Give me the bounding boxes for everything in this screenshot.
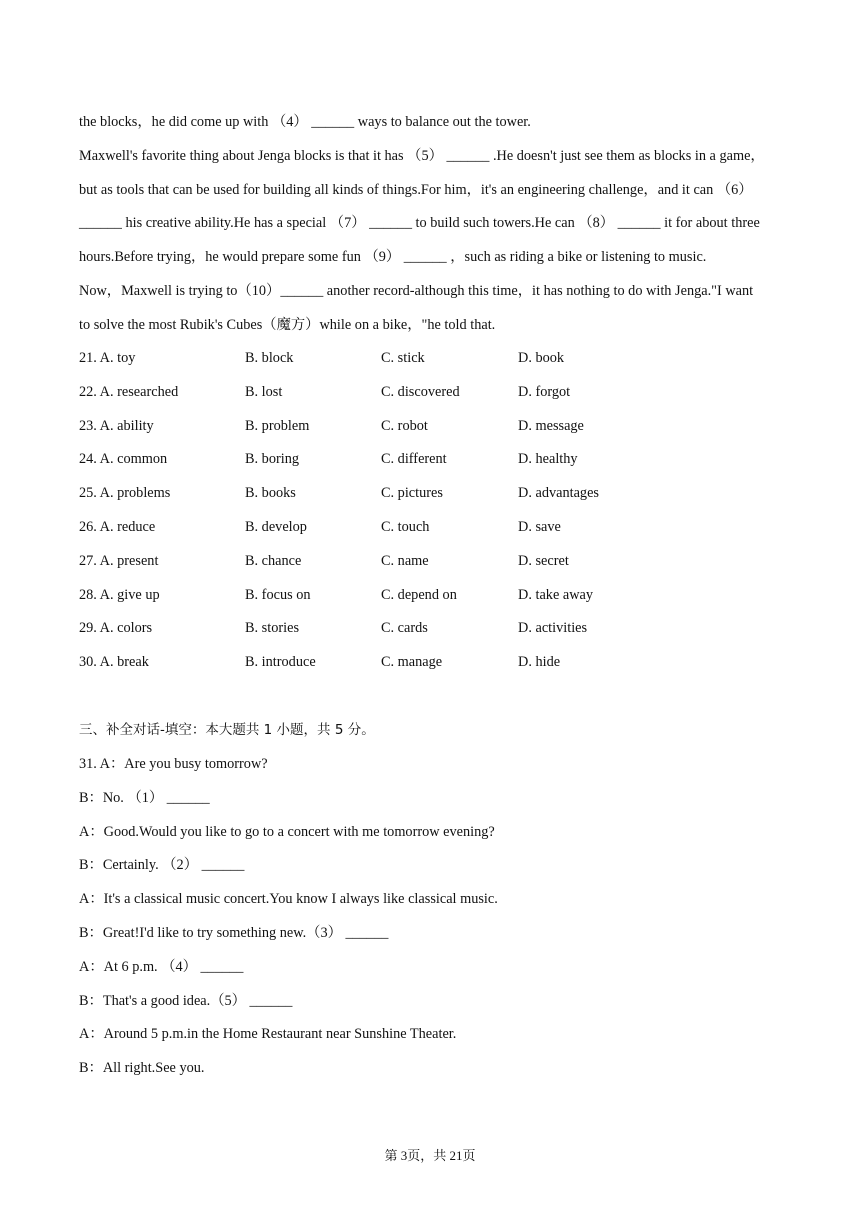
- dialogue-line: 31. A：Are you busy tomorrow?: [79, 756, 268, 772]
- passage-line: Maxwell's favorite thing about Jenga blocks is that it has （5） ______ .He doesn't just see them as blocks in a game，: [79, 147, 765, 164]
- option-a: 29. A. colors: [79, 620, 153, 637]
- question-row-26: [79, 516, 785, 550]
- option-c: C. manage: [381, 654, 443, 671]
- option-a: 30. A. break: [79, 654, 149, 671]
- option-b: B. books: [245, 485, 296, 502]
- question-row-29: [79, 617, 785, 651]
- passage-line: Now，Maxwell is trying to（10）______ another record-although this time，it has nothing to do with Jenga."I want: [79, 282, 754, 299]
- option-b: B. boring: [245, 451, 300, 468]
- dialogue-line: B：No. （1） ______: [79, 789, 210, 806]
- option-d: D. advantages: [518, 485, 599, 502]
- question-row-21: [79, 347, 785, 381]
- option-a: 27. A. present: [79, 552, 159, 569]
- dialogue-line: B：That's a good idea.（5） ______: [79, 992, 293, 1009]
- section-heading: 三、补全对话-填空：本大题共 1 小题，共 5 分。: [79, 722, 375, 738]
- passage-line: ______ his creative ability.He has a special （7） ______ to build such towers.He can （8） ______ it for about three: [79, 215, 760, 232]
- option-d: D. secret: [518, 552, 569, 569]
- dialogue-line: B：All right.See you.: [79, 1060, 205, 1077]
- dialogue-line: A：Good.Would you like to go to a concert with me tomorrow evening?: [79, 823, 495, 840]
- option-c: C. robot: [381, 417, 428, 434]
- option-c: C. discovered: [381, 383, 460, 400]
- dialogue-block: [79, 753, 785, 1091]
- question-row-25: [79, 482, 785, 516]
- cloze-passage: [79, 111, 785, 348]
- option-c: C. pictures: [381, 485, 443, 502]
- option-a: 24. A. common: [79, 451, 168, 468]
- option-c: C. cards: [381, 620, 428, 637]
- option-b: B. introduce: [245, 654, 316, 671]
- option-d: D. take away: [518, 586, 594, 603]
- option-b: B. chance: [245, 552, 302, 569]
- answer-options: [79, 347, 785, 685]
- option-d: D. healthy: [518, 451, 578, 468]
- option-d: D. forgot: [518, 383, 571, 400]
- option-b: B. develop: [245, 518, 307, 535]
- passage-line: hours.Before trying，he would prepare some fun （9） ______ ，such as riding a bike or listening to music.: [79, 249, 707, 266]
- passage-line: but as tools that can be used for building all kinds of things.For him，it's an engineering challenge，and it can （6）: [79, 181, 753, 198]
- option-b: B. block: [245, 350, 294, 366]
- passage-line: the blocks，he did come up with （4） ______ ways to balance out the tower.: [79, 114, 531, 130]
- option-a: 21. A. toy: [79, 350, 136, 366]
- option-b: B. problem: [245, 417, 310, 434]
- question-row-27: [79, 550, 785, 584]
- option-d: D. hide: [518, 654, 561, 671]
- question-row-24: [79, 448, 785, 482]
- question-row-30: [79, 651, 785, 685]
- option-b: B. focus on: [245, 586, 311, 603]
- option-a: 28. A. give up: [79, 586, 160, 603]
- option-d: D. save: [518, 518, 561, 535]
- question-row-23: [79, 415, 785, 449]
- option-c: C. name: [381, 552, 429, 569]
- option-c: C. different: [381, 451, 447, 468]
- option-b: B. lost: [245, 383, 283, 400]
- option-c: C. stick: [381, 350, 425, 366]
- option-d: D. book: [518, 350, 565, 366]
- page-footer: 第 3页，共 21页: [384, 1148, 476, 1163]
- passage-line: to solve the most Rubik's Cubes（魔方）while on a bike，"he told that.: [79, 316, 496, 333]
- option-a: 25. A. problems: [79, 485, 171, 502]
- option-c: C. touch: [381, 518, 430, 535]
- option-a: 22. A. researched: [79, 383, 179, 400]
- dialogue-line: B：Great!I'd like to try something new.（3） ______: [79, 924, 389, 941]
- dialogue-line: A：Around 5 p.m.in the Home Restaurant near Sunshine Theater.: [79, 1026, 457, 1043]
- option-d: D. message: [518, 417, 584, 434]
- question-row-28: [79, 584, 785, 618]
- dialogue-line: B：Certainly. （2） ______: [79, 857, 245, 874]
- option-a: 26. A. reduce: [79, 518, 156, 535]
- dialogue-line: A：At 6 p.m. （4） ______: [79, 958, 244, 975]
- option-d: D. activities: [518, 620, 588, 637]
- dialogue-line: A：It's a classical music concert.You know I always like classical music.: [79, 891, 498, 908]
- option-a: 23. A. ability: [79, 417, 154, 434]
- option-b: B. stories: [245, 620, 300, 637]
- option-c: C. depend on: [381, 586, 457, 603]
- question-row-22: [79, 381, 785, 415]
